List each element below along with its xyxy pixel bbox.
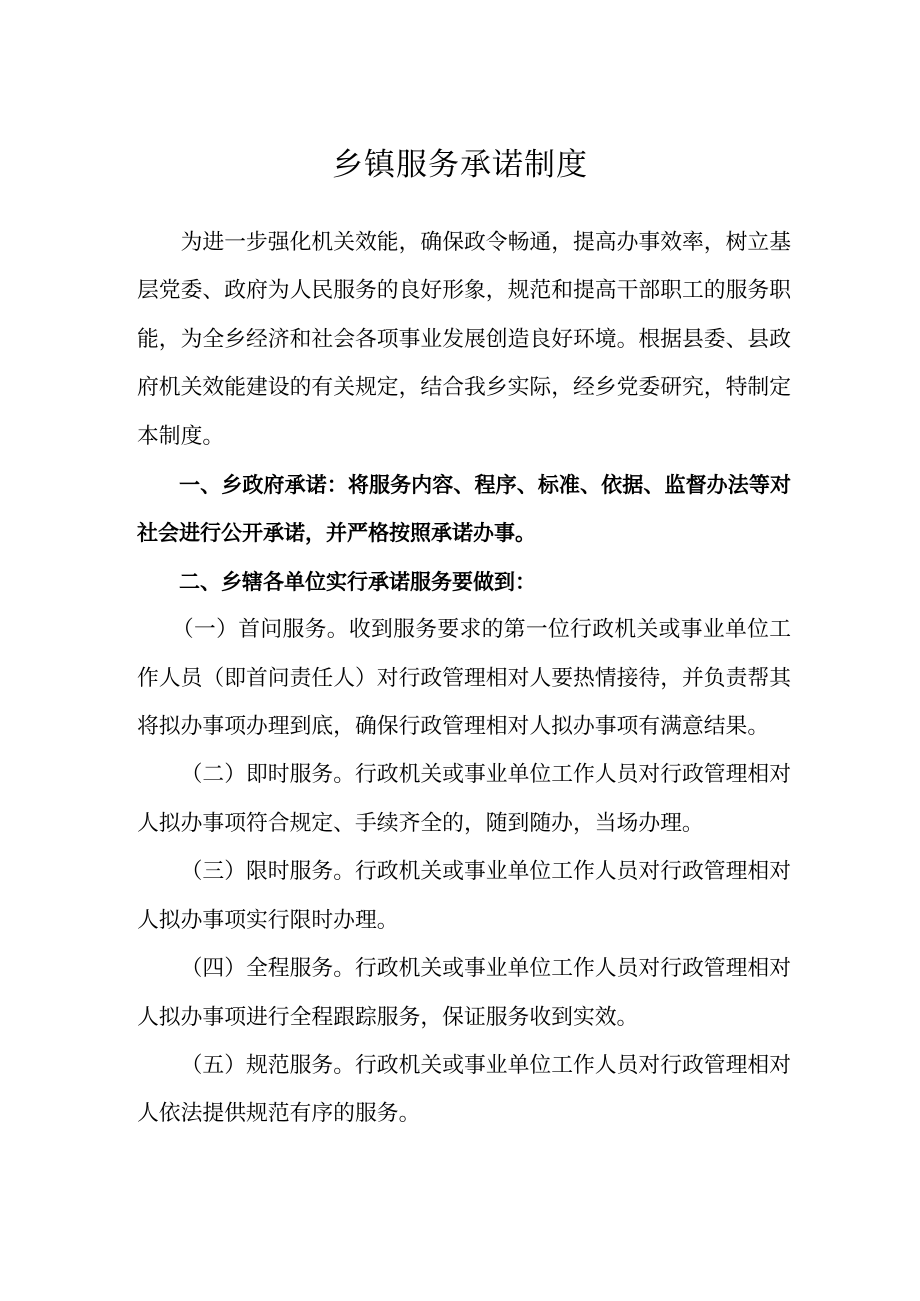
intro-paragraph: 为进一步强化机关效能，确保政令畅通，提高办事效率，树立基层党委、政府为人民服务的良好形象，规范和提高干部职工的服务职能，为全乡经济和社会各项事业发展创造良好环境。根据县委、县政府机关效能建设的有关规定，结合我乡实际，经乡党委研究，特制定本制度。 <box>137 230 791 449</box>
list-item-first-inquiry: （一）首问服务。收到服务要求的第一位行政机关或事业单位工作人员（即首问责任人）对行政管理相对人要热情接待，并负责帮其将拟办事项办理到底，确保行政管理相对人拟办事项有满意结果。 <box>137 617 791 740</box>
list-item-time-limited-service: （三）限时服务。行政机关或事业单位工作人员对行政管理相对人拟办事项实行限时办理。 <box>137 859 791 933</box>
list-item-standardized-service: （五）规范服务。行政机关或事业单位工作人员对行政管理相对人依法提供规范有序的服务。 <box>137 1052 791 1127</box>
list-item-full-process-service: （四）全程服务。行政机关或事业单位工作人员对行政管理相对人拟办事项进行全程跟踪服务，保证服务收到实效。 <box>137 956 791 1030</box>
section-heading-1: 一、乡政府承诺：将服务内容、程序、标准、依据、监督办法等对社会进行公开承诺，并严格按照承诺办事。 <box>137 473 791 546</box>
list-item-immediate-service: （二）即时服务。行政机关或事业单位工作人员对行政管理相对人拟办事项符合规定、手续齐全的，随到随办，当场办理。 <box>137 762 791 836</box>
document-body <box>137 219 791 1139</box>
section-heading-2: 二、乡辖各单位实行承诺服务要做到： <box>179 569 536 594</box>
document-title: 乡镇服务承诺制度 <box>332 147 588 183</box>
